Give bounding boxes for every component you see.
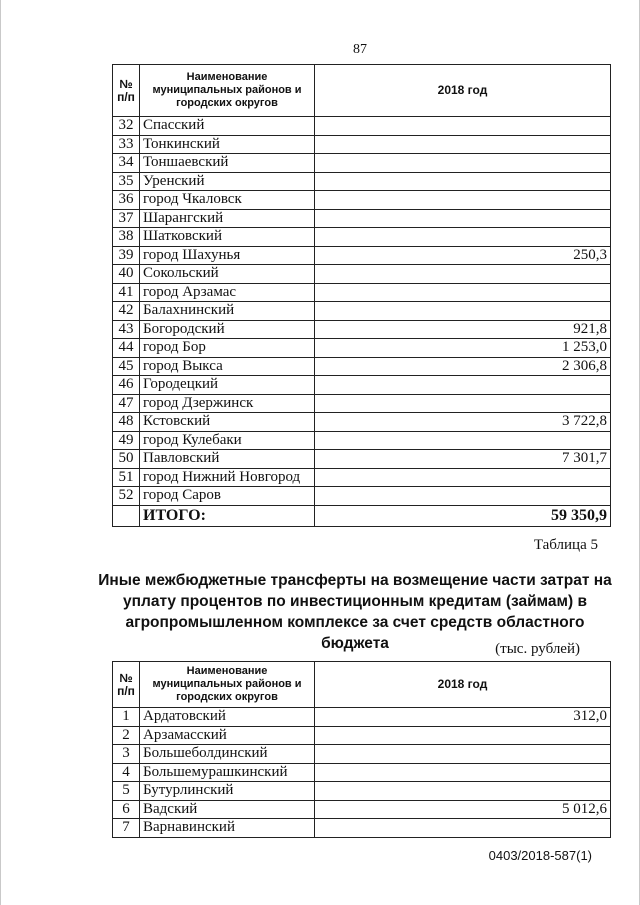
row-name: Тонкинский bbox=[140, 135, 315, 154]
row-name: Павловский bbox=[140, 450, 315, 469]
table-row bbox=[113, 468, 611, 487]
header-year: 2018 год bbox=[315, 662, 611, 708]
row-number: 44 bbox=[113, 339, 140, 358]
row-number: 35 bbox=[113, 172, 140, 191]
table-row bbox=[113, 246, 611, 265]
row-number: 34 bbox=[113, 154, 140, 173]
row-value bbox=[315, 394, 611, 413]
table-row bbox=[113, 819, 611, 838]
row-number: 43 bbox=[113, 320, 140, 339]
row-value bbox=[315, 782, 611, 801]
table-row bbox=[113, 191, 611, 210]
table-row bbox=[113, 117, 611, 136]
row-number: 51 bbox=[113, 468, 140, 487]
row-value bbox=[315, 265, 611, 284]
row-number: 1 bbox=[113, 708, 140, 727]
row-name: Городецкий bbox=[140, 376, 315, 395]
row-number: 6 bbox=[113, 800, 140, 819]
row-value bbox=[315, 209, 611, 228]
table-row bbox=[113, 782, 611, 801]
table-row bbox=[113, 431, 611, 450]
row-number: 46 bbox=[113, 376, 140, 395]
table-row bbox=[113, 763, 611, 782]
row-name: Вадский bbox=[140, 800, 315, 819]
table-row bbox=[113, 708, 611, 727]
row-value bbox=[315, 468, 611, 487]
row-value bbox=[315, 487, 611, 506]
row-value bbox=[315, 745, 611, 764]
row-number: 50 bbox=[113, 450, 140, 469]
table-row bbox=[113, 726, 611, 745]
row-name: Кстовский bbox=[140, 413, 315, 432]
table-row bbox=[113, 209, 611, 228]
table-row bbox=[113, 154, 611, 173]
row-name: город Арзамас bbox=[140, 283, 315, 302]
row-value bbox=[315, 302, 611, 321]
row-value: 7 301,7 bbox=[315, 450, 611, 469]
table-row bbox=[113, 135, 611, 154]
row-number: 37 bbox=[113, 209, 140, 228]
row-name: Большеболдинский bbox=[140, 745, 315, 764]
page-left-edge bbox=[0, 0, 1, 905]
table-row bbox=[113, 800, 611, 819]
row-number: 47 bbox=[113, 394, 140, 413]
row-number: 39 bbox=[113, 246, 140, 265]
row-name: Шатковский bbox=[140, 228, 315, 247]
row-number: 3 bbox=[113, 745, 140, 764]
row-number: 36 bbox=[113, 191, 140, 210]
table-row bbox=[113, 394, 611, 413]
row-number: 2 bbox=[113, 726, 140, 745]
row-value bbox=[315, 172, 611, 191]
table-title: Иные межбюджетные трансферты на возмещение части затрат на уплату процентов по инвестиционным кредитам (займам) в агропромышленном комплексе за счет средств областного бюджета bbox=[98, 572, 612, 652]
table-row bbox=[113, 413, 611, 432]
page-number: 87 bbox=[353, 42, 367, 57]
header-name: Наименование муниципальных районов и городских округов bbox=[140, 662, 315, 708]
row-name: город Бор bbox=[140, 339, 315, 358]
total-label: ИТОГО: bbox=[140, 505, 315, 526]
row-name: Арзамасский bbox=[140, 726, 315, 745]
table-row bbox=[113, 265, 611, 284]
table-row bbox=[113, 320, 611, 339]
row-name: город Дзержинск bbox=[140, 394, 315, 413]
table-row bbox=[113, 302, 611, 321]
header-year: 2018 год bbox=[315, 65, 611, 117]
row-number: 5 bbox=[113, 782, 140, 801]
total-num-cell bbox=[113, 505, 140, 526]
row-number: 38 bbox=[113, 228, 140, 247]
table-row bbox=[113, 339, 611, 358]
row-number: 41 bbox=[113, 283, 140, 302]
row-value: 3 722,8 bbox=[315, 413, 611, 432]
row-name: Шарангский bbox=[140, 209, 315, 228]
row-name: Варнавинский bbox=[140, 819, 315, 838]
row-value bbox=[315, 726, 611, 745]
table-row bbox=[113, 450, 611, 469]
row-value bbox=[315, 431, 611, 450]
row-number: 33 bbox=[113, 135, 140, 154]
units-label: (тыс. рублей) bbox=[495, 641, 580, 657]
row-value bbox=[315, 819, 611, 838]
row-number: 45 bbox=[113, 357, 140, 376]
row-number: 52 bbox=[113, 487, 140, 506]
table-row bbox=[113, 172, 611, 191]
row-name: Балахнинский bbox=[140, 302, 315, 321]
row-value bbox=[315, 763, 611, 782]
row-name: Богородский bbox=[140, 320, 315, 339]
table-row bbox=[113, 745, 611, 764]
row-name: Ардатовский bbox=[140, 708, 315, 727]
row-value: 250,3 bbox=[315, 246, 611, 265]
row-name: город Чкаловск bbox=[140, 191, 315, 210]
row-value bbox=[315, 135, 611, 154]
row-value bbox=[315, 376, 611, 395]
row-name: город Нижний Новгород bbox=[140, 468, 315, 487]
row-value bbox=[315, 154, 611, 173]
row-value: 312,0 bbox=[315, 708, 611, 727]
row-name: Спасский bbox=[140, 117, 315, 136]
header-num: № п/п bbox=[113, 662, 140, 708]
header-num: № п/п bbox=[113, 65, 140, 117]
table-row bbox=[113, 487, 611, 506]
table-row bbox=[113, 228, 611, 247]
row-number: 48 bbox=[113, 413, 140, 432]
row-name: город Саров bbox=[140, 487, 315, 506]
row-number: 7 bbox=[113, 819, 140, 838]
row-name: город Кулебаки bbox=[140, 431, 315, 450]
row-name: город Выкса bbox=[140, 357, 315, 376]
row-number: 42 bbox=[113, 302, 140, 321]
row-value bbox=[315, 191, 611, 210]
table-1 bbox=[112, 64, 611, 527]
document-code: 0403/2018-587(1) bbox=[488, 848, 592, 863]
header-name: Наименование муниципальных районов и городских округов bbox=[140, 65, 315, 117]
row-value: 2 306,8 bbox=[315, 357, 611, 376]
table-2 bbox=[112, 661, 611, 838]
row-value: 921,8 bbox=[315, 320, 611, 339]
row-value: 1 253,0 bbox=[315, 339, 611, 358]
table-row bbox=[113, 376, 611, 395]
row-number: 32 bbox=[113, 117, 140, 136]
total-value: 59 350,9 bbox=[315, 505, 611, 526]
table-row bbox=[113, 357, 611, 376]
table-row bbox=[113, 283, 611, 302]
row-name: Большемурашкинский bbox=[140, 763, 315, 782]
row-name: город Шахунья bbox=[140, 246, 315, 265]
row-name: Уренский bbox=[140, 172, 315, 191]
row-value bbox=[315, 283, 611, 302]
table-caption: Таблица 5 bbox=[533, 537, 598, 553]
row-number: 49 bbox=[113, 431, 140, 450]
row-value bbox=[315, 117, 611, 136]
row-name: Тоншаевский bbox=[140, 154, 315, 173]
total-row bbox=[113, 505, 611, 526]
row-name: Бутурлинский bbox=[140, 782, 315, 801]
row-name: Сокольский bbox=[140, 265, 315, 284]
row-number: 4 bbox=[113, 763, 140, 782]
row-value bbox=[315, 228, 611, 247]
row-number: 40 bbox=[113, 265, 140, 284]
row-value: 5 012,6 bbox=[315, 800, 611, 819]
